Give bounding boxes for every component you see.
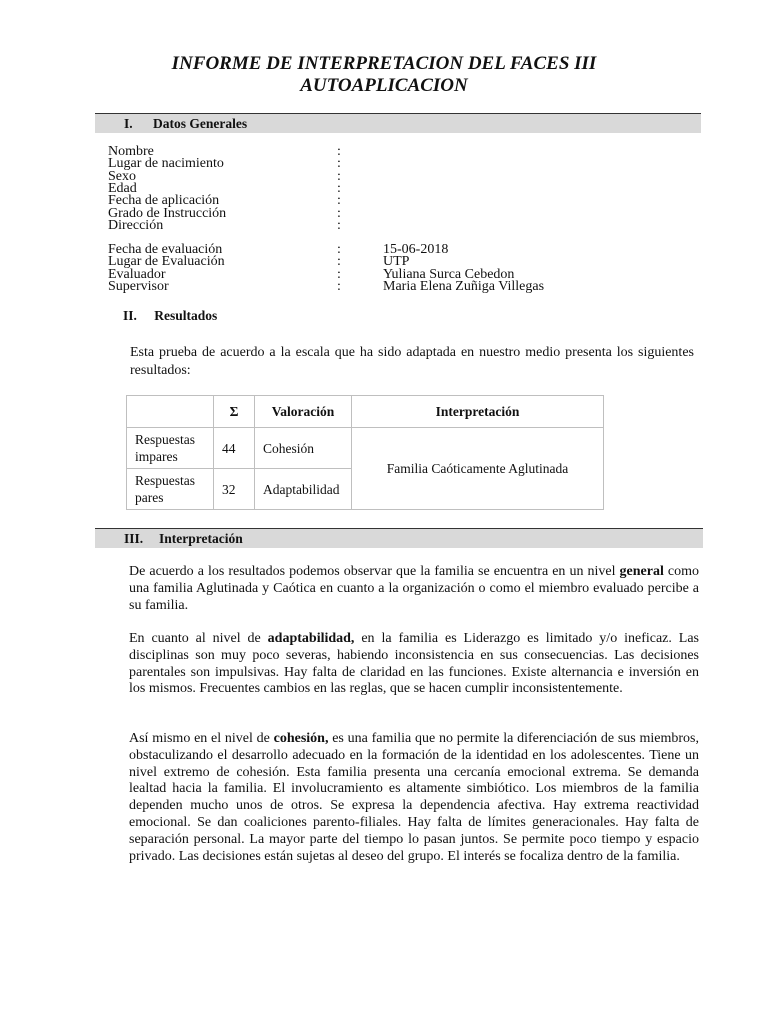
field-colon: :	[337, 278, 341, 294]
field-colon: :	[337, 180, 341, 196]
table-header-cell	[127, 396, 214, 428]
field-colon: :	[337, 217, 341, 233]
field-colon: :	[337, 254, 341, 270]
section-bar-datos-generales	[95, 113, 701, 133]
row-valoracion: Adaptabilidad	[255, 469, 352, 510]
resultados-intro: Esta prueba de acuerdo a la escala que ha sido adaptada en nuestro medio presenta los siguientes resultados:	[130, 345, 694, 378]
title-line-1: INFORME DE INTERPRETACION DEL FACES III	[171, 53, 597, 74]
row-valoracion: Cohesión	[255, 428, 352, 469]
results-table	[126, 395, 604, 510]
paragraph-cohesion: Así mismo en el nivel de cohesión, es una familia que no permite la diferenciación de sus miembros, obstaculizando el desarrollo adecuado en la formación de la identidad en los adolescentes. Tiene un nivel extremo de cohesión. Esta familia presenta una cercanía emocional extrema. Se demanda lealtad hacia la familia. El involucramiento es altamente simbiótico. Los miembros de la familia dependen mucho unos de otros. Se expresa la dependencia afectiva. Hay extrema reactividad emocional. Se dan coaliciones parento-filiales. Hay falta de límites generacionales. Hay falta de separación personal. La mayor parte del tiempo lo pasan juntos. Se permite poco tiempo y espacio privado. Las decisiones están sujetas al deseo del grupo. El interés se focaliza dentro de la familia.	[129, 731, 699, 864]
field-colon: :	[337, 242, 341, 257]
field-label: Lugar de Evaluación	[108, 254, 225, 270]
field-value: 15-06-2018	[383, 242, 449, 257]
table-header-valoracion: Valoración	[255, 396, 352, 428]
table-header-sigma: Σ	[214, 396, 255, 428]
field-label: Nombre	[108, 144, 154, 159]
row-label: Respuestas impares	[127, 428, 214, 469]
field-colon: :	[337, 193, 341, 209]
table-header-interpretacion: Interpretación	[352, 396, 604, 428]
row-label: Respuestas pares	[127, 469, 214, 510]
field-label: Dirección	[108, 217, 164, 233]
field-label: Grado de Instrucción	[108, 205, 227, 221]
field-colon: :	[337, 266, 341, 282]
field-value: Maria Elena Zuñiga Villegas	[383, 278, 545, 294]
field-colon: :	[337, 156, 341, 172]
section-title: Datos Generales	[153, 116, 248, 131]
field-label: Fecha de aplicación	[108, 193, 220, 209]
field-label: Edad	[108, 180, 137, 196]
section-title: Resultados	[154, 308, 218, 323]
document-title	[0, 53, 768, 97]
field-value: Yuliana Surca Cebedon	[383, 266, 515, 282]
field-colon: :	[337, 168, 341, 184]
section-heading-resultados	[123, 308, 217, 324]
interpretacion-cell: Familia Caóticamente Aglutinada	[352, 428, 604, 510]
section-number: III.	[124, 531, 144, 546]
paragraph-adaptabilidad: En cuanto al nivel de adaptabilidad, en la familia es Liderazgo es limitado y/o ineficaz. Las disciplinas son muy poco severas, habiendo inconsistencia en sus consecuencias. Las decisiones parentales son impulsivas. Hay falta de claridad en las funciones. Existe alternancia e inversión en los mismos. Frecuentes cambios en las reglas, que se hacen cumplir inconsistentemente.	[129, 631, 699, 697]
section-bar-interpretacion	[95, 528, 703, 548]
title-line-2: AUTOAPLICACION	[300, 75, 468, 96]
field-label: Fecha de evaluación	[108, 242, 223, 257]
field-label: Sexo	[108, 168, 136, 184]
row-sum: 44	[214, 428, 255, 469]
field-colon: :	[337, 205, 341, 221]
field-label: Supervisor	[108, 278, 169, 294]
section-number: II.	[123, 308, 137, 323]
field-label: Evaluador	[108, 266, 166, 282]
field-label: Lugar de nacimiento	[108, 156, 224, 172]
row-sum: 32	[214, 469, 255, 510]
section-number: I.	[124, 116, 133, 131]
field-colon: :	[337, 144, 341, 159]
table-header-row	[127, 396, 604, 428]
table-row	[127, 428, 604, 469]
section-title: Interpretación	[159, 531, 243, 546]
field-value: UTP	[383, 254, 410, 270]
paragraph-general: De acuerdo a los resultados podemos observar que la familia se encuentra en un nivel general como una familia Aglutinada y Caótica en cuanto a la organización o como el miembro evaluado percibe a su familia.	[129, 564, 699, 613]
